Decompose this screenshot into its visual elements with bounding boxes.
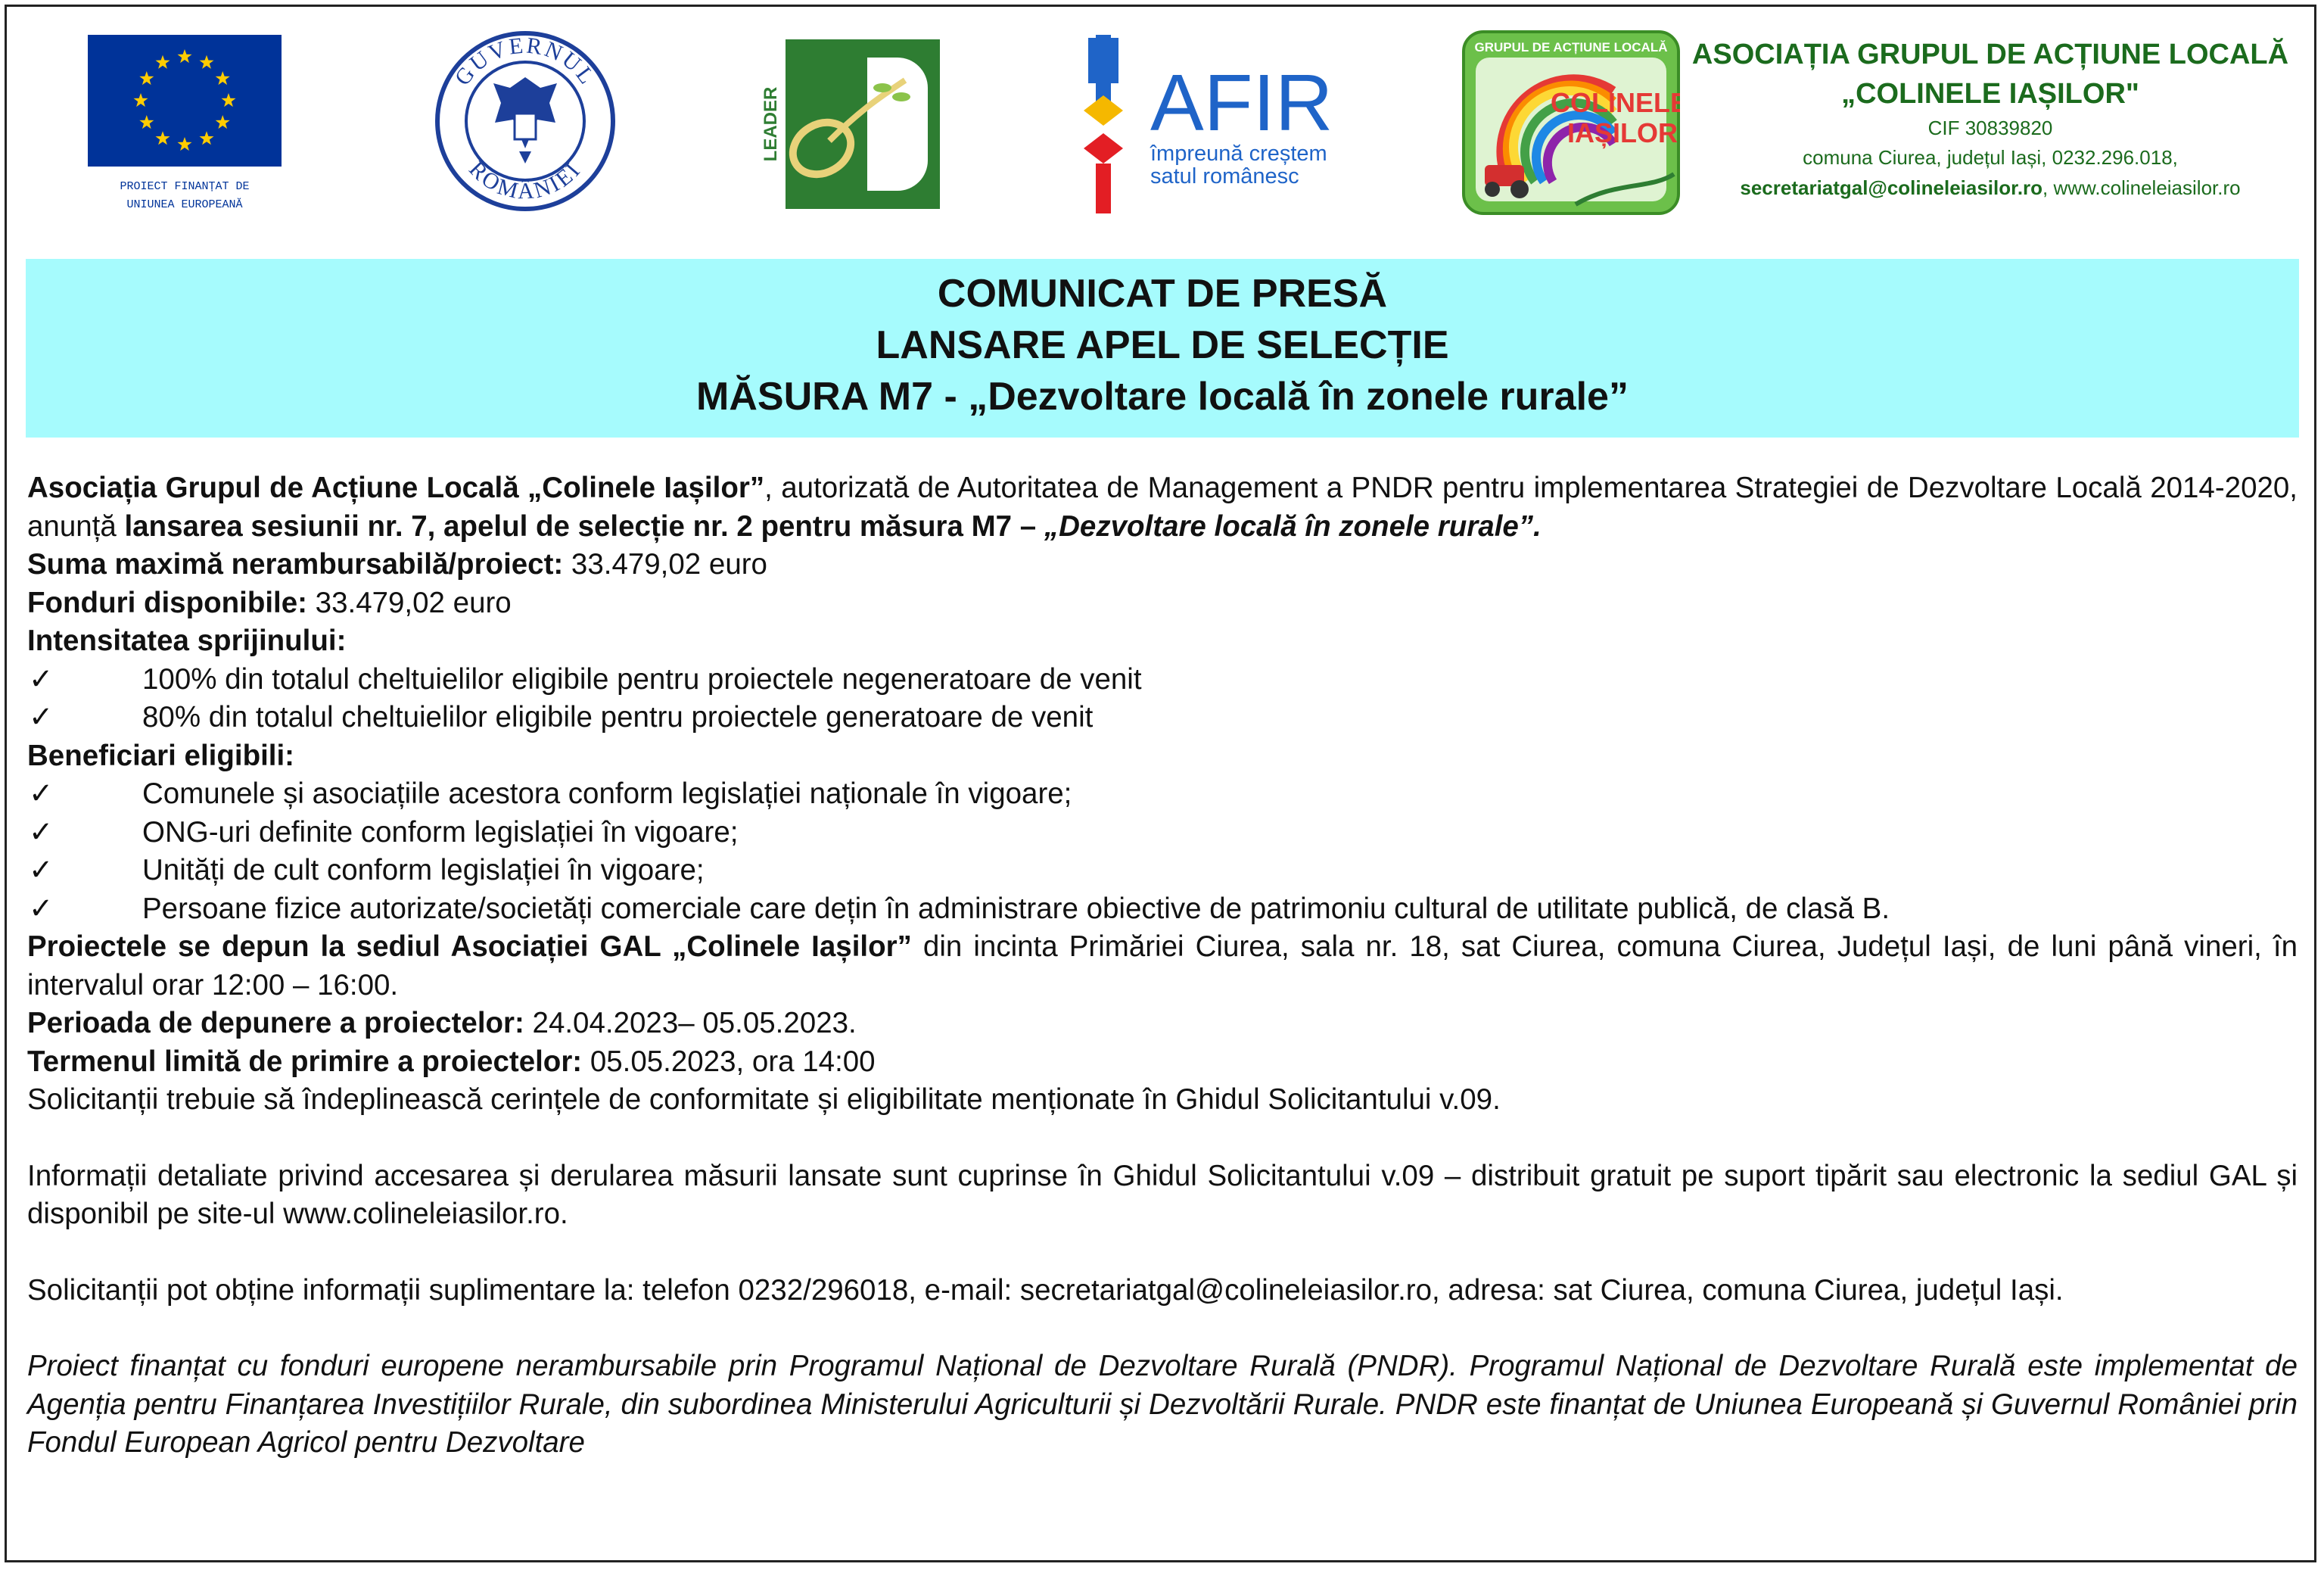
max-amount-line (27, 546, 2298, 584)
funding-footer: Proiect finanțat cu fonduri europene nerambursabile prin Programul Național de Dezvoltare Rurală (PNDR). Programul Național de Dezvoltare Rurală este implementat de Agenția pentru Finanțarea Investițiilor Rurale, din subordinea Ministerului Agriculturii și Dezvoltării Rurale. PNDR este finanțat de Uniunea Europeană și Guvernul României prin Fondul European Agricol pentru Dezvoltare (27, 1350, 2298, 1459)
government-seal-logo (434, 30, 616, 212)
org-site: , www.colineleiasilor.ro (2042, 176, 2241, 199)
afir-title: AFIR (1150, 58, 1333, 148)
afir-tagline-2: satul românesc (1150, 164, 1299, 188)
funds-label: Fonduri disponibile: (27, 586, 307, 619)
spacer (27, 1234, 2298, 1272)
check-icon: ✓ (29, 662, 54, 696)
beneficiaries-label: Beneficiari eligibili: (27, 739, 295, 772)
list-item (27, 814, 2298, 852)
title-banner (26, 259, 2299, 438)
banner-line-2: LANSARE APEL DE SELECȚIE (876, 323, 1449, 367)
eu-flag-logo (88, 35, 282, 213)
submission-paragraph (27, 928, 2298, 1005)
gal-logo-word2: IAȘILOR (1566, 117, 1678, 148)
funds-line (27, 584, 2298, 623)
gov-text-top: GUVERNUL (450, 33, 601, 91)
eu-caption-2: UNIUNEA EUROPEANĂ (126, 198, 243, 211)
deadline-value: 05.05.2023, ora 14:00 (582, 1045, 876, 1078)
org-name-line2: „COLINELE IAȘILOR" (1841, 78, 2139, 110)
check-icon: ✓ (29, 777, 54, 810)
list-item (27, 852, 2298, 890)
check-icon: ✓ (29, 815, 54, 849)
intro-text: , autorizată de Autoritatea de Management a PNDR pentru implementarea Strategiei de Dezvoltare Locală 2014-2020, anunță (27, 472, 2298, 543)
announcement-body (27, 469, 2298, 1463)
period-line (27, 1005, 2298, 1043)
list-item-text: Persoane fizice autorizate/societăți comerciale care dețin în administrare obiective de patrimoniu cultural de utilitate publică, de clasă B. (142, 892, 1890, 925)
list-item (27, 890, 2298, 929)
list-item-text: 80% din totalul cheltuielilor eligibile pentru proiectele generatoare de venit (142, 701, 1094, 734)
list-item-text: ONG-uri definite conform legislației în vigoare; (142, 815, 739, 849)
contact-paragraph: Solicitanții pot obține informații suplimentare la: telefon 0232/296018, e-mail: secretariatgal@colineleiasilor.ro, adresa: sat Ciurea, comuna Ciurea, județul Iași. (27, 1273, 2064, 1307)
list-item (27, 661, 2298, 699)
submission-details: din incinta Primăriei Ciurea, sala nr. 18, sat Ciurea, comuna Ciurea, Județul Iași, de luni până vineri, în intervalul orar 12:00 – 16:00. (27, 930, 2298, 1001)
spacer (27, 1310, 2298, 1347)
banner-line-1: COMUNICAT DE PRESĂ (937, 272, 1388, 316)
org-email-link[interactable]: secretariatgal@colineleiasilor.ro (1740, 176, 2043, 199)
funds-value: 33.479,02 euro (306, 586, 512, 619)
org-address: comuna Ciurea, județul Iași, 0232.296.018, (1803, 146, 2178, 169)
beneficiaries-heading (27, 737, 2298, 776)
intensity-label: Intensitatea sprijinului: (27, 625, 347, 657)
intro-paragraph (27, 469, 2298, 546)
logo-bar (0, 0, 2324, 235)
organization-block (1680, 35, 2301, 203)
gal-colinele-logo (1462, 30, 1680, 215)
intensity-heading (27, 622, 2298, 661)
gal-logo-top: GRUPUL DE ACȚIUNE LOCALĂ (1474, 40, 1668, 55)
afir-logo (1081, 35, 1353, 216)
intro-session: lansarea sesiunii nr. 7, apelul de selecție nr. 2 pentru măsura M7 – (124, 509, 1044, 543)
intensity-list (27, 661, 2298, 737)
beneficiaries-list (27, 775, 2298, 928)
conformity-line: Solicitanții trebuie să îndeplinească cerințele de conformitate și eligibilitate menționate în Ghidul Solicitantului v.09. (27, 1083, 1501, 1116)
list-item (27, 699, 2298, 737)
list-item-text: Comunele și asociațiile acestora conform legislației naționale în vigoare; (142, 777, 1072, 810)
banner-line-3: MĂSURA M7 - „Dezvoltare locală în zonele rurale” (696, 375, 1629, 419)
intro-measure: „Dezvoltare locală în zonele rurale”. (1044, 509, 1542, 543)
org-cif: CIF 30839820 (1927, 117, 2053, 139)
info-paragraph: Informații detaliate privind accesarea și derularea măsurii lansate sunt cuprinse în Ghidul Solicitantului v.09 – distribuit gratuit pe suport tipărit sau electronic la sediul GAL și disponibil pe site-ul www.colineleiasilor.ro. (27, 1159, 2298, 1230)
leader-text: LEADER (761, 86, 781, 162)
deadline-label: Termenul limită de primire a proiectelor: (27, 1045, 583, 1078)
spacer (27, 1120, 2298, 1157)
list-item-text: Unități de cult conform legislației în vigoare; (142, 854, 705, 886)
check-icon: ✓ (29, 701, 54, 734)
list-item (27, 775, 2298, 814)
max-amount-label: Suma maximă nerambursabilă/proiect: (27, 548, 564, 581)
check-icon: ✓ (29, 892, 54, 925)
list-item-text: 100% din totalul cheltuielilor eligibile pentru proiectele negeneratoare de venit (142, 662, 1142, 696)
eu-caption-1: PROIECT FINANȚAT DE (120, 180, 250, 193)
gov-text-bottom: ROMÂNIEI (464, 156, 586, 204)
intro-org-name: Asociația Grupul de Acțiune Locală „Colinele Iașilor” (27, 472, 765, 504)
deadline-line (27, 1043, 2298, 1082)
check-icon: ✓ (29, 854, 54, 886)
org-name-line1: ASOCIAȚIA GRUPUL DE ACȚIUNE LOCALĂ (1691, 39, 2289, 70)
leader-logo (754, 35, 944, 213)
period-label: Perioada de depunere a proiectelor: (27, 1007, 524, 1039)
period-value: 24.04.2023– 05.05.2023. (524, 1007, 857, 1039)
gal-logo-word1: COLINELE (1550, 87, 1680, 118)
org-contact-line (1680, 173, 2301, 203)
submission-place: Proiectele se depun la sediul Asociației GAL „Colinele Iașilor” (27, 930, 912, 963)
max-amount-value: 33.479,02 euro (563, 548, 767, 581)
afir-tagline-1: împreună creștem (1150, 142, 1327, 166)
